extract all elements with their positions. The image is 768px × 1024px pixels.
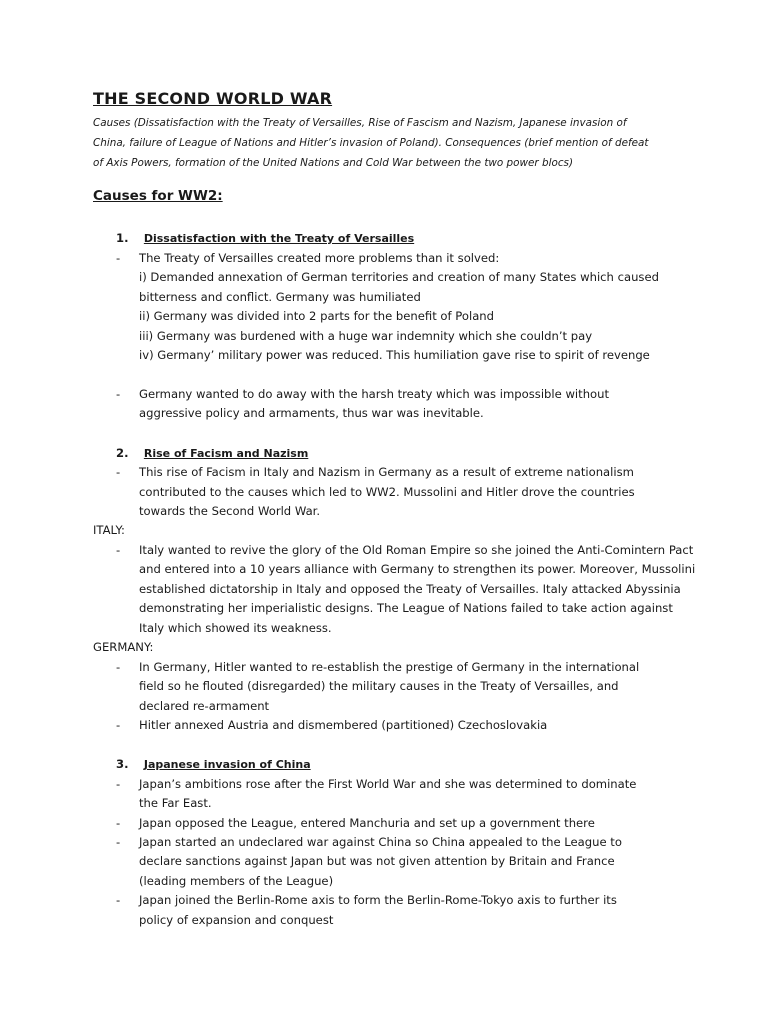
- body-line: Japan joined the Berlin-Rome axis to form the Berlin-Rome-Tokyo axis to further its: [139, 893, 617, 907]
- section-2-heading: [116, 444, 308, 463]
- bullet-dash: -: [116, 660, 121, 674]
- body-line: demonstrating her imperialistic designs. The League of Nations failed to take action against: [139, 601, 673, 615]
- section-number: 3.: [116, 757, 129, 771]
- body-line: the Far East.: [139, 796, 212, 810]
- bullet-dash: -: [116, 718, 121, 732]
- section-title: Japanese invasion of China: [143, 758, 311, 771]
- body-line: Hitler annexed Austria and dismembered (partitioned) Czechoslovakia: [139, 718, 548, 732]
- body-line: Japan opposed the League, entered Manchuria and set up a government there: [139, 816, 595, 830]
- body-line: and entered into a 10 years alliance with Germany to strengthen its power. Moreover, Mussolini: [139, 562, 696, 576]
- bullet-dash: -: [116, 387, 121, 401]
- body-line: This rise of Facism in Italy and Nazism in Germany as a result of extreme nationalism: [139, 465, 634, 479]
- body-line: The Treaty of Versailles created more problems than it solved:: [139, 251, 500, 265]
- body-line: Japan started an undeclared war against China so China appealed to the League to: [139, 835, 622, 849]
- body-line: Japan’s ambitions rose after the First World War and she was determined to dominate: [139, 777, 637, 791]
- intro-paragraph: [93, 113, 713, 173]
- country-label-italy: ITALY:: [93, 523, 125, 537]
- causes-heading: Causes for WW2:: [93, 188, 223, 204]
- body-line: ii) Germany was divided into 2 parts for the benefit of Poland: [139, 309, 495, 323]
- body-line: bitterness and conflict. Germany was humiliated: [139, 290, 421, 304]
- section-title: Rise of Facism and Nazism: [143, 447, 309, 460]
- body-line: established dictatorship in Italy and opposed the Treaty of Versailles. Italy attacked Abyssinia: [139, 582, 681, 596]
- section-1-heading: [116, 229, 414, 248]
- body-line: Italy wanted to revive the glory of the Old Roman Empire so she joined the Anti-Comintern Pact: [139, 543, 694, 557]
- bullet-dash: -: [116, 465, 121, 479]
- body-line: Germany wanted to do away with the harsh treaty which was impossible without: [139, 387, 610, 401]
- section-number: 1.: [116, 231, 129, 245]
- bullet-dash: -: [116, 835, 121, 849]
- body-line: iii) Germany was burdened with a huge war indemnity which she couldn’t pay: [139, 329, 593, 343]
- bullet-dash: -: [116, 251, 121, 265]
- bullet-dash: -: [116, 777, 121, 791]
- body-line: i) Demanded annexation of German territories and creation of many States which caused: [139, 270, 659, 284]
- bullet-dash: -: [116, 543, 121, 557]
- intro-line: of Axis Powers, formation of the United Nations and Cold War between the two power blocs): [93, 157, 573, 169]
- body-line: contributed to the causes which led to WW2. Mussolini and Hitler drove the countries: [139, 485, 635, 499]
- body-line: In Germany, Hitler wanted to re-establish the prestige of Germany in the international: [139, 660, 640, 674]
- section-3-heading: [116, 755, 311, 774]
- body-line: field so he flouted (disregarded) the military causes in the Treaty of Versailles, and: [139, 679, 619, 693]
- country-label-germany: GERMANY:: [93, 640, 154, 654]
- intro-line: Causes (Dissatisfaction with the Treaty of Versailles, Rise of Fascism and Nazism, Japanese invasion of: [93, 117, 627, 129]
- section-title: Dissatisfaction with the Treaty of Versailles: [143, 232, 415, 245]
- body-line: (leading members of the League): [139, 874, 334, 888]
- intro-line: China, failure of League of Nations and Hitler’s invasion of Poland). Consequences (brief mention of defeat: [93, 137, 649, 149]
- bullet-dash: -: [116, 816, 121, 830]
- bullet-dash: -: [116, 893, 121, 907]
- section-number: 2.: [116, 446, 129, 460]
- body-line: iv) Germany’ military power was reduced. This humiliation gave rise to spirit of revenge: [139, 348, 650, 362]
- body-line: declare sanctions against Japan but was not given attention by Britain and France: [139, 854, 615, 868]
- document-title: THE SECOND WORLD WAR: [93, 89, 333, 108]
- body-line: aggressive policy and armaments, thus war was inevitable.: [139, 406, 484, 420]
- body-line: towards the Second World War.: [139, 504, 321, 518]
- body-line: policy of expansion and conquest: [139, 913, 334, 927]
- body-line: declared re-armament: [139, 699, 270, 713]
- body-line: Italy which showed its weakness.: [139, 621, 332, 635]
